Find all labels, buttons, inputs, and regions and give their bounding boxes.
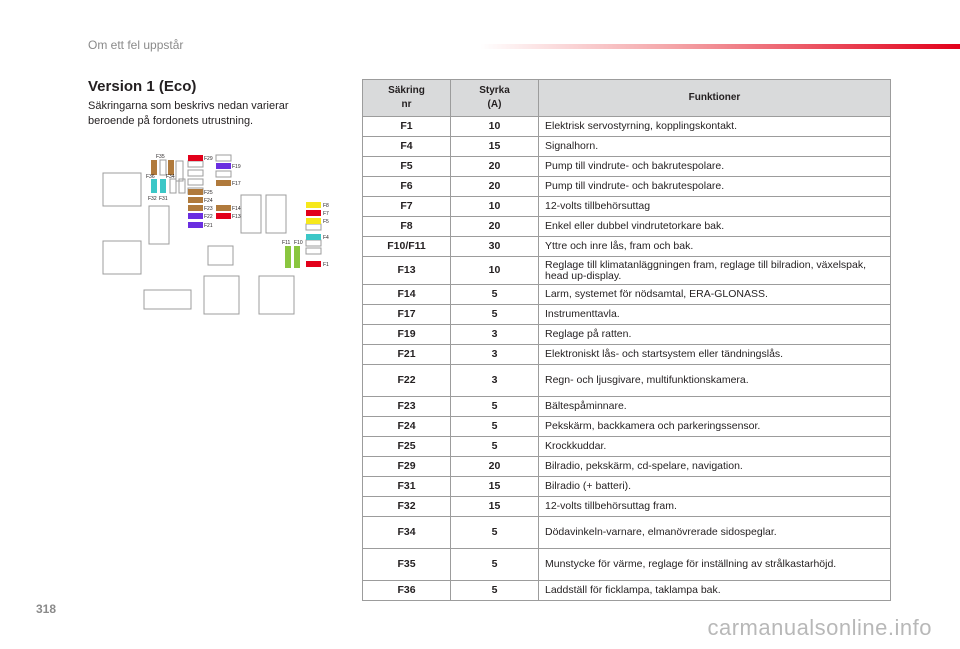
table-row — [363, 397, 891, 417]
fuse-function: Dödavinkeln-varnare, elmanövrerade sidospeglar. — [539, 517, 891, 549]
fuse-amperage: 20 — [451, 457, 539, 477]
fuse-function: Munstycke för värme, reglage för inställning av strålkastarhöjd. — [539, 549, 891, 581]
svg-text:F4: F4 — [323, 235, 329, 241]
table-row — [363, 417, 891, 437]
fuse-slot — [176, 161, 183, 181]
fuse-function: Bältespåminnare. — [539, 397, 891, 417]
fuse-f29 — [188, 155, 203, 161]
fuse-number: F17 — [363, 305, 451, 325]
fuse-function: 12-volts tillbehörsuttag fram. — [539, 497, 891, 517]
fuse-amperage: 30 — [451, 237, 539, 257]
fuse-amperage: 10 — [451, 197, 539, 217]
fuse-function: Pump till vindrute- och bakrutespolare. — [539, 177, 891, 197]
fuse-amperage: 10 — [451, 117, 539, 137]
svg-text:F7: F7 — [323, 211, 329, 217]
fuse-amperage: 3 — [451, 365, 539, 397]
table-row — [363, 257, 891, 285]
fuse-amperage: 3 — [451, 345, 539, 365]
column-header-fuse: Säkring nr — [363, 80, 451, 117]
fuse-f14 — [216, 205, 231, 211]
column-header-function: Funktioner — [539, 80, 891, 117]
fuse-number: F6 — [363, 177, 451, 197]
fuse-number: F32 — [363, 497, 451, 517]
fuse-function: Bilradio (+ batteri). — [539, 477, 891, 497]
fuse-number: F22 — [363, 365, 451, 397]
table-row — [363, 197, 891, 217]
fuse-number: F1 — [363, 117, 451, 137]
svg-text:F1: F1 — [323, 262, 329, 268]
fuse-number: F10/F11 — [363, 237, 451, 257]
table-row — [363, 497, 891, 517]
svg-text:F29: F29 — [204, 156, 213, 162]
table-row — [363, 237, 891, 257]
svg-text:F31: F31 — [159, 196, 168, 202]
fuse-amperage: 5 — [451, 285, 539, 305]
intro-text: Säkringarna som beskrivs nedan varierar beroende på fordonets utrustning. — [88, 100, 289, 127]
fuse-function: Elektrisk servostyrning, kopplingskontakt. — [539, 117, 891, 137]
fuse-f22 — [188, 213, 203, 219]
table-row — [363, 177, 891, 197]
fuse-f11 — [285, 246, 291, 268]
table-row — [363, 137, 891, 157]
fuse-f34 — [170, 179, 176, 193]
fuse-amperage: 15 — [451, 137, 539, 157]
relay-block — [103, 173, 141, 206]
table-row — [363, 477, 891, 497]
svg-text:F5: F5 — [323, 219, 329, 225]
table-row — [363, 365, 891, 397]
fuse-amperage: 5 — [451, 417, 539, 437]
fuse-amperage: 15 — [451, 497, 539, 517]
fuse-amperage: 5 — [451, 517, 539, 549]
fuse-number: F24 — [363, 417, 451, 437]
svg-text:F23: F23 — [204, 206, 213, 212]
svg-text:F32: F32 — [148, 196, 157, 202]
svg-text:F10: F10 — [294, 240, 303, 246]
svg-text:F11: F11 — [282, 240, 291, 246]
table-row — [363, 457, 891, 477]
fuse-function: Yttre och inre lås, fram och bak. — [539, 237, 891, 257]
fuse-number: F4 — [363, 137, 451, 157]
svg-text:F35: F35 — [156, 154, 165, 160]
fuse-number: F14 — [363, 285, 451, 305]
table-row — [363, 305, 891, 325]
fuse-f8 — [306, 202, 321, 208]
fuse-function: Pump till vindrute- och bakrutespolare. — [539, 157, 891, 177]
relay-block — [144, 290, 191, 309]
relay-block — [103, 241, 141, 274]
fuse-f25 — [188, 189, 203, 195]
fuse-function: Reglage på ratten. — [539, 325, 891, 345]
relay-block — [149, 206, 169, 244]
relay-block — [241, 195, 261, 233]
fuse-amperage: 3 — [451, 325, 539, 345]
fuse-amperage: 5 — [451, 581, 539, 601]
relay-block — [204, 276, 239, 314]
svg-text:F22: F22 — [204, 214, 213, 220]
fuse-function: Larm, systemet för nödsamtal, ERA-GLONASS. — [539, 285, 891, 305]
fuse-function: Reglage till klimatanläggningen fram, reglage till bilradion, växelspak, head up-display. — [539, 257, 891, 285]
fuse-function: 12-volts tillbehörsuttag — [539, 197, 891, 217]
fuse-number: F35 — [363, 549, 451, 581]
fuse-number: F23 — [363, 397, 451, 417]
fuse-function: Elektroniskt lås- och startsystem eller tändningslås. — [539, 345, 891, 365]
watermark: carmanualsonline.info — [707, 615, 932, 640]
table-row — [363, 437, 891, 457]
svg-text:F25: F25 — [204, 190, 213, 196]
svg-text:F14: F14 — [232, 206, 241, 212]
fuse-f24 — [188, 197, 203, 203]
relay-block — [208, 246, 233, 265]
fuse-box-diagram — [96, 148, 336, 318]
header-title: Om ett fel uppstår — [88, 38, 184, 52]
fuse-f13 — [216, 213, 231, 219]
svg-text:F34: F34 — [166, 174, 175, 180]
fuse-number: F19 — [363, 325, 451, 345]
fuse-function: Enkel eller dubbel vindrutetorkare bak. — [539, 217, 891, 237]
fuse-f31 — [160, 179, 166, 193]
fuse-f35 — [151, 160, 157, 175]
fuse-function: Laddställ för ficklampa, taklampa bak. — [539, 581, 891, 601]
table-row — [363, 345, 891, 365]
fuse-f17 — [216, 180, 231, 186]
fuse-amperage: 10 — [451, 257, 539, 285]
fuse-amperage: 20 — [451, 217, 539, 237]
fuse-f19 — [216, 163, 231, 169]
fuse-function: Krockkuddar. — [539, 437, 891, 457]
fuse-number: F8 — [363, 217, 451, 237]
fuse-number: F13 — [363, 257, 451, 285]
table-row — [363, 581, 891, 601]
fuse-number: F34 — [363, 517, 451, 549]
fuse-number: F25 — [363, 437, 451, 457]
table-row — [363, 325, 891, 345]
fuse-function: Pekskärm, backkamera och parkeringssensor. — [539, 417, 891, 437]
fuse-f32 — [151, 179, 157, 193]
svg-text:F17: F17 — [232, 181, 241, 187]
fuse-amperage: 15 — [451, 477, 539, 497]
fuse-f4 — [306, 234, 321, 240]
fuse-f1 — [306, 261, 321, 267]
fuse-amperage: 5 — [451, 305, 539, 325]
svg-text:F21: F21 — [204, 223, 213, 229]
table-row — [363, 517, 891, 549]
fuse-number: F7 — [363, 197, 451, 217]
fuse-amperage: 5 — [451, 397, 539, 417]
fuse-function: Signalhorn. — [539, 137, 891, 157]
header-accent-bar — [480, 44, 960, 49]
fuse-amperage: 20 — [451, 177, 539, 197]
table-row — [363, 285, 891, 305]
fuse-f5 — [306, 218, 321, 224]
fuse-f7 — [306, 210, 321, 216]
section-title: Version 1 (Eco) — [88, 78, 197, 95]
svg-text:F36: F36 — [146, 174, 155, 180]
table-row — [363, 117, 891, 137]
fuse-amperage: 5 — [451, 437, 539, 457]
page-number: 318 — [36, 602, 57, 616]
fuse-number: F21 — [363, 345, 451, 365]
relay-block — [259, 276, 294, 314]
fuse-number: F36 — [363, 581, 451, 601]
column-header-amperage: Styrka (A) — [451, 80, 539, 117]
fuse-number: F5 — [363, 157, 451, 177]
fuse-f10 — [294, 246, 300, 268]
relay-block — [266, 195, 286, 233]
fuse-f23 — [188, 205, 203, 211]
fuse-amperage: 5 — [451, 549, 539, 581]
fuse-amperage: 20 — [451, 157, 539, 177]
fuse-table — [362, 79, 891, 601]
fuse-number: F31 — [363, 477, 451, 497]
svg-text:F24: F24 — [204, 198, 213, 204]
fuse-function: Instrumenttavla. — [539, 305, 891, 325]
svg-text:F8: F8 — [323, 203, 329, 209]
fuse-function: Regn- och ljusgivare, multifunktionskamera. — [539, 365, 891, 397]
fuse-function: Bilradio, pekskärm, cd-spelare, navigation. — [539, 457, 891, 477]
fuse-number: F29 — [363, 457, 451, 477]
svg-text:F19: F19 — [232, 164, 241, 170]
table-row — [363, 549, 891, 581]
table-header-row — [363, 80, 891, 117]
svg-text:F13: F13 — [232, 214, 241, 220]
fuse-f21 — [188, 222, 203, 228]
table-row — [363, 157, 891, 177]
table-row — [363, 217, 891, 237]
